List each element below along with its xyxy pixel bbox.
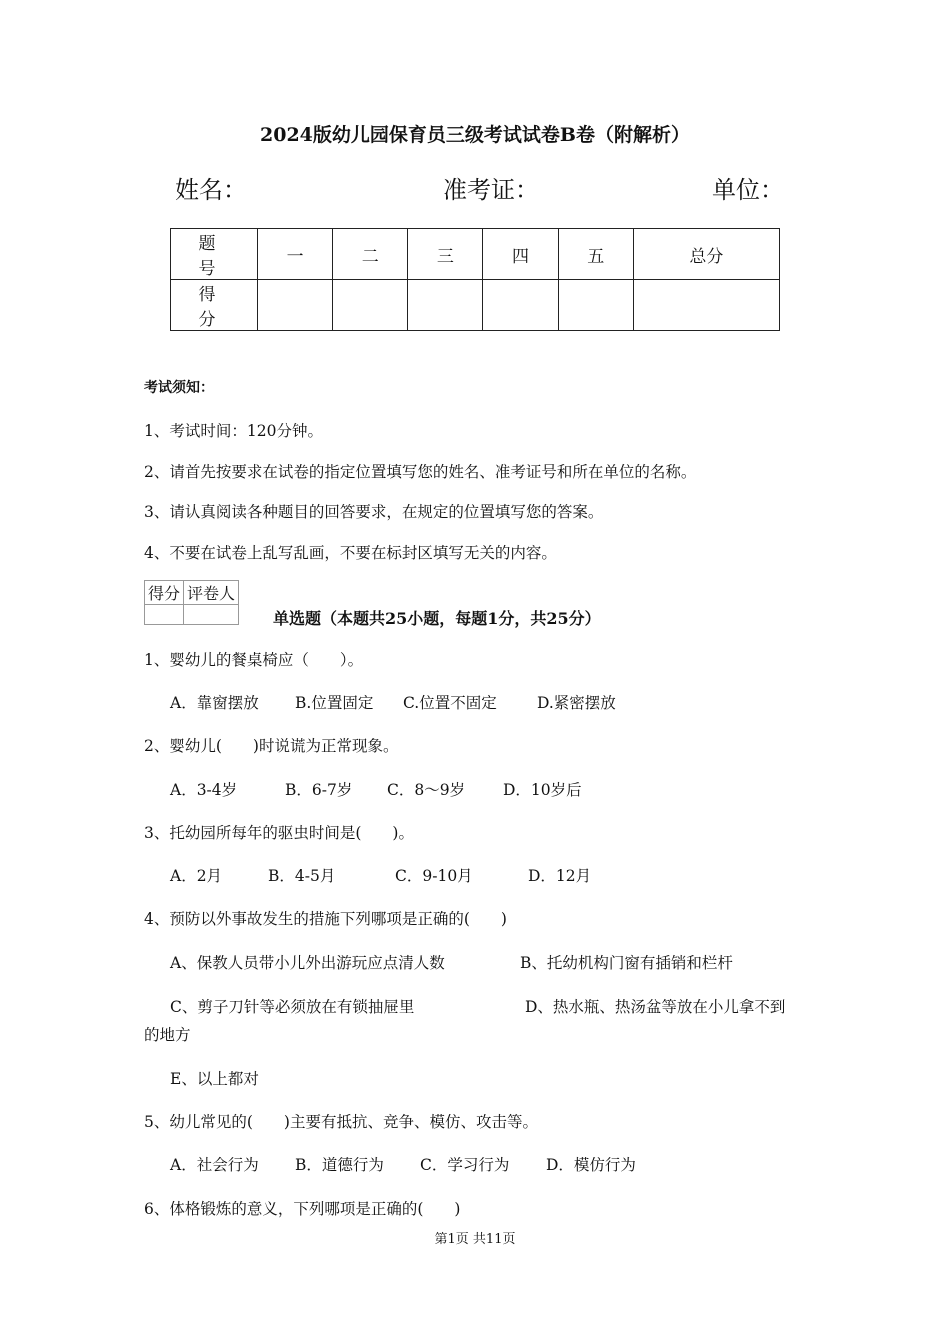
page-footer: 第1页 共11页 <box>434 1232 516 1247</box>
option: A、保教人员带小儿外出游玩应点清人数 <box>170 954 445 972</box>
option: B．4-5月 <box>268 867 336 885</box>
option: D．模仿行为 <box>546 1156 636 1174</box>
option: B.位置固定 <box>295 694 374 712</box>
score-entry-cell[interactable] <box>408 280 483 331</box>
grader-box-score-label: 得分 <box>145 581 184 605</box>
question-stem: 1、婴幼儿的餐桌椅应（ ）。 <box>144 651 364 669</box>
unit-field-label: 单位： <box>712 176 784 204</box>
score-table <box>170 228 780 331</box>
score-table-header-row <box>171 229 780 280</box>
score-table-cell: 题 号 <box>171 229 258 280</box>
exam-number-field-label: 准考证： <box>443 176 539 204</box>
option: C．8～9岁 <box>387 781 466 799</box>
option: C．9-10月 <box>395 867 473 885</box>
notice-item: 1、考试时间：120分钟。 <box>144 422 323 440</box>
grader-box <box>144 580 239 625</box>
option: B、托幼机构门窗有插销和栏杆 <box>520 954 733 972</box>
option: A．2月 <box>170 867 223 885</box>
score-entry-cell[interactable] <box>258 280 333 331</box>
option: D．10岁后 <box>503 781 582 799</box>
option: D、热水瓶、热汤盆等放在小儿拿不到 <box>525 998 786 1016</box>
option: B．6-7岁 <box>285 781 353 799</box>
notice-item: 3、请认真阅读各种题目的回答要求，在规定的位置填写您的答案。 <box>144 503 604 521</box>
option: C．学习行为 <box>420 1156 510 1174</box>
notice-item: 4、不要在试卷上乱写乱画，不要在标封区填写无关的内容。 <box>144 544 557 562</box>
name-field-label: 姓名： <box>175 176 247 204</box>
grader-box-grader-label: 评卷人 <box>184 581 239 605</box>
question-stem: 5、幼儿常见的( )主要有抵抗、竞争、模仿、攻击等。 <box>144 1113 538 1131</box>
option: D.紧密摆放 <box>537 694 616 712</box>
option: A．3-4岁 <box>170 781 238 799</box>
score-table-cell: 五 <box>558 229 633 280</box>
option: B．道德行为 <box>295 1156 384 1174</box>
option: C、剪子刀针等必须放在有锁抽屉里 <box>170 998 415 1016</box>
score-entry-cell[interactable] <box>633 280 779 331</box>
notice-item: 2、请首先按要求在试卷的指定位置填写您的姓名、准考证号和所在单位的名称。 <box>144 463 697 481</box>
question-stem: 2、婴幼儿( )时说谎为正常现象。 <box>144 737 399 755</box>
option: D．12月 <box>528 867 592 885</box>
score-entry-cell[interactable] <box>558 280 633 331</box>
option: A．靠窗摆放 <box>170 694 259 712</box>
score-table-cell: 四 <box>483 229 558 280</box>
score-table-cell: 三 <box>408 229 483 280</box>
question-stem: 4、预防以外事故发生的措施下列哪项是正确的( ) <box>144 910 507 928</box>
notice-heading: 考试须知： <box>144 380 214 396</box>
option: E、以上都对 <box>170 1070 259 1088</box>
option: A．社会行为 <box>170 1156 259 1174</box>
score-table-cell: 二 <box>333 229 408 280</box>
question-stem: 3、托幼园所每年的驱虫时间是( )。 <box>144 824 414 842</box>
grader-box-score-cell[interactable] <box>145 605 184 625</box>
option: C.位置不固定 <box>403 694 497 712</box>
score-entry-cell[interactable] <box>333 280 408 331</box>
score-table-score-row <box>171 280 780 331</box>
score-table-cell: 总分 <box>633 229 779 280</box>
score-table-cell: 一 <box>258 229 333 280</box>
section-title: 单选题（本题共25小题，每题1分，共25分） <box>273 609 601 628</box>
score-entry-cell[interactable] <box>483 280 558 331</box>
option: 的地方 <box>144 1026 191 1044</box>
grader-box-grader-cell[interactable] <box>184 605 239 625</box>
score-table-cell: 得 分 <box>171 280 258 331</box>
page-title: 2024版幼儿园保育员三级考试试卷B卷（附解析） <box>260 124 690 146</box>
question-stem: 6、体格锻炼的意义，下列哪项是正确的( ) <box>144 1200 461 1218</box>
